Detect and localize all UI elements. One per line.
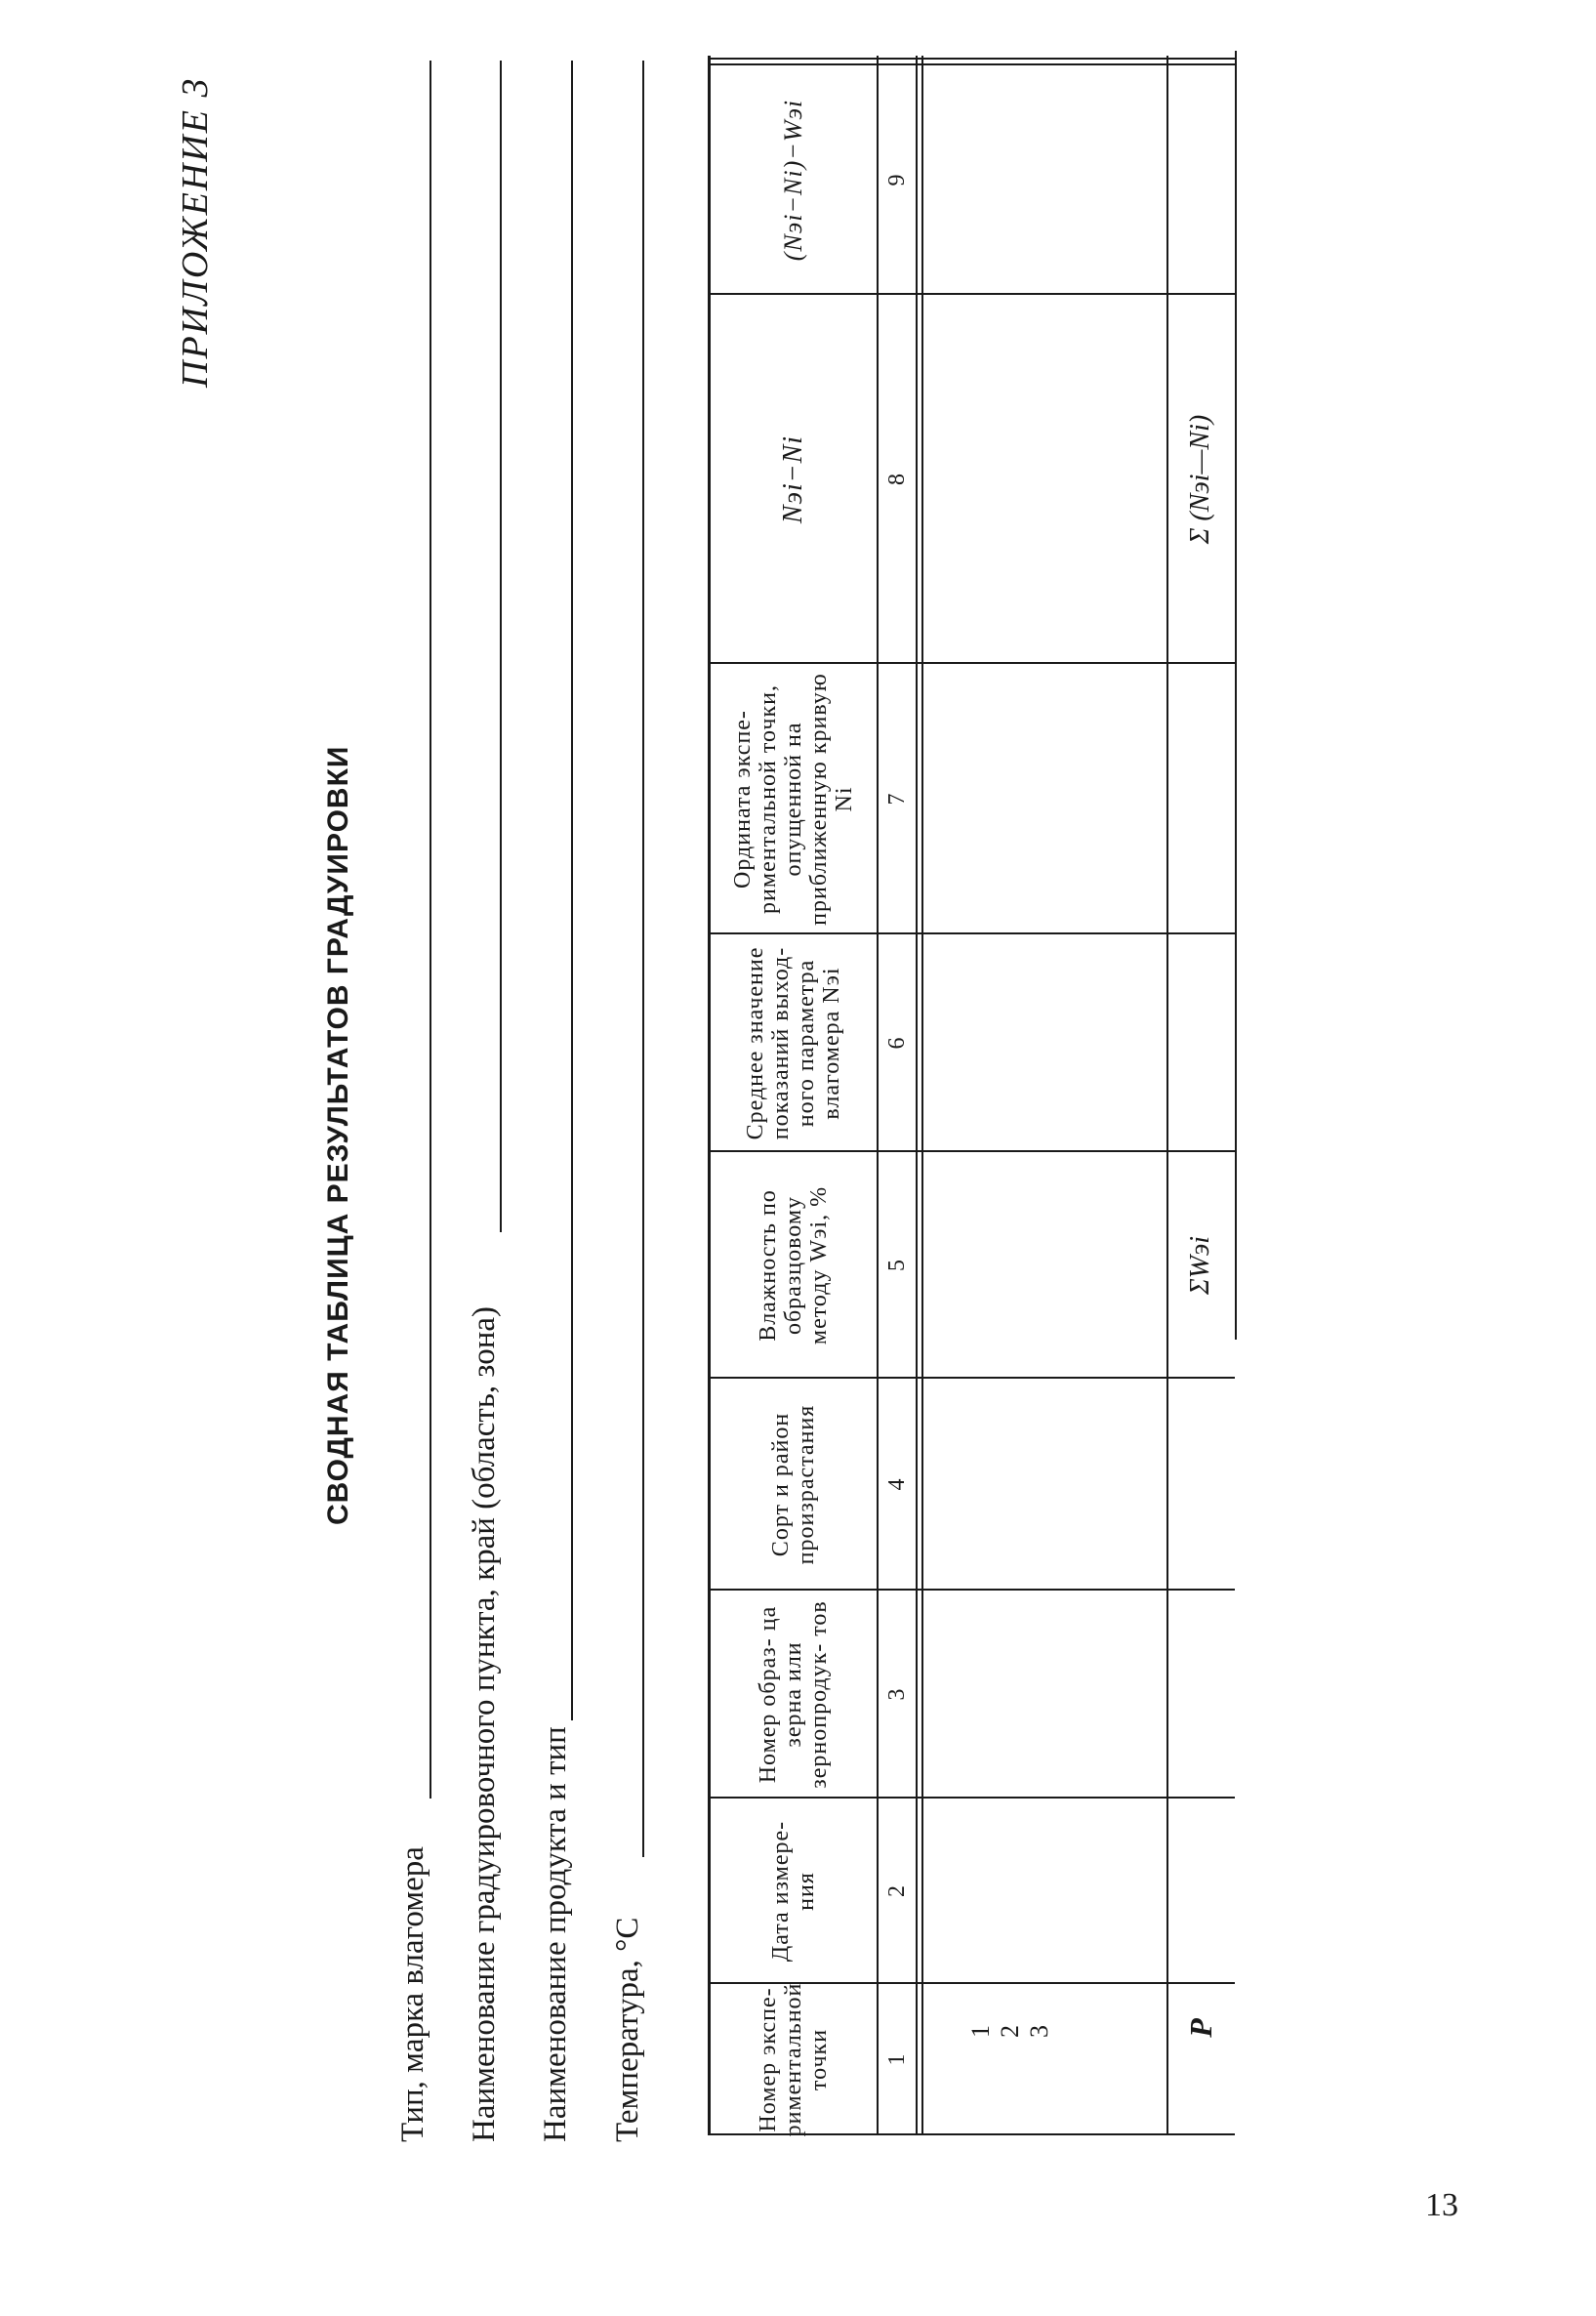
row-number-1: 1: [966, 2025, 995, 2038]
summary-sum-w: ΣWэi: [1185, 1235, 1215, 1296]
summary-sum-n: Σ (Nэi—Ni): [1185, 414, 1215, 545]
summary-bottom-line: [1235, 51, 1237, 1340]
header-double-rule: [916, 56, 923, 2135]
col-number-8: 8: [883, 474, 910, 485]
field-temperature-label: Температура, °С: [610, 1917, 645, 2142]
page-title: СВОДНАЯ ТАБЛИЦА РЕЗУЛЬТАТОВ ГРАДУИРОВКИ: [322, 745, 354, 1525]
row-numbers: [966, 2025, 1054, 2038]
header-col-8: Nэi−Ni: [777, 434, 808, 524]
header-col-3: Номер образ- ца зерна или зернопродук- тов: [755, 1600, 832, 1789]
header-col-7: Ордината экспе- риментальной точки, опущенной на приближенную кривую Ni: [729, 673, 857, 926]
row-number-3: 3: [1025, 2025, 1053, 2038]
summary-p-label: P: [1182, 2018, 1218, 2038]
page-number: 13: [1425, 2187, 1458, 2223]
header-col-6: Среднее значение показаний выход- ного параметра влагомера Nэi: [742, 946, 844, 1140]
field-temperature-line[interactable]: [642, 61, 644, 1857]
header-col-1: Номер экспе- риментальной точки: [755, 1982, 832, 2137]
col-number-7: 7: [883, 793, 910, 806]
col-line-right-double: [708, 58, 1235, 65]
col-number-5: 5: [883, 1260, 910, 1271]
field-calibration-point-line[interactable]: [500, 61, 502, 1232]
field-product-label: Наименование продукта и тип: [538, 1726, 573, 2142]
header-col-5: Влажность по образцовому методу Wэi, %: [755, 1185, 832, 1345]
header-col-9: (Nэi−Ni)−Wэi: [778, 99, 807, 262]
row-number-2: 2: [996, 2025, 1024, 2038]
col-number-4: 4: [883, 1478, 910, 1491]
appendix-label: ПРИЛОЖЕНИЕ 3: [175, 76, 216, 388]
col-number-9: 9: [883, 174, 910, 186]
field-calibration-point-label: Наименование градуировочного пункта, край (область, зона): [467, 1305, 502, 2142]
col-number-3: 3: [883, 1688, 910, 1701]
header-col-2: Дата измере- ния: [767, 1820, 819, 1963]
col-number-1: 1: [883, 2053, 910, 2066]
col-number-6: 6: [883, 1037, 910, 1050]
col-number-2: 2: [883, 1885, 910, 1897]
field-meter-type-label: Тип, марка влагомера: [395, 1846, 430, 2142]
header-col-4: Сорт и район произрастания: [767, 1404, 819, 1565]
field-meter-type-line[interactable]: [430, 61, 431, 1799]
field-product-line[interactable]: [571, 61, 573, 1720]
